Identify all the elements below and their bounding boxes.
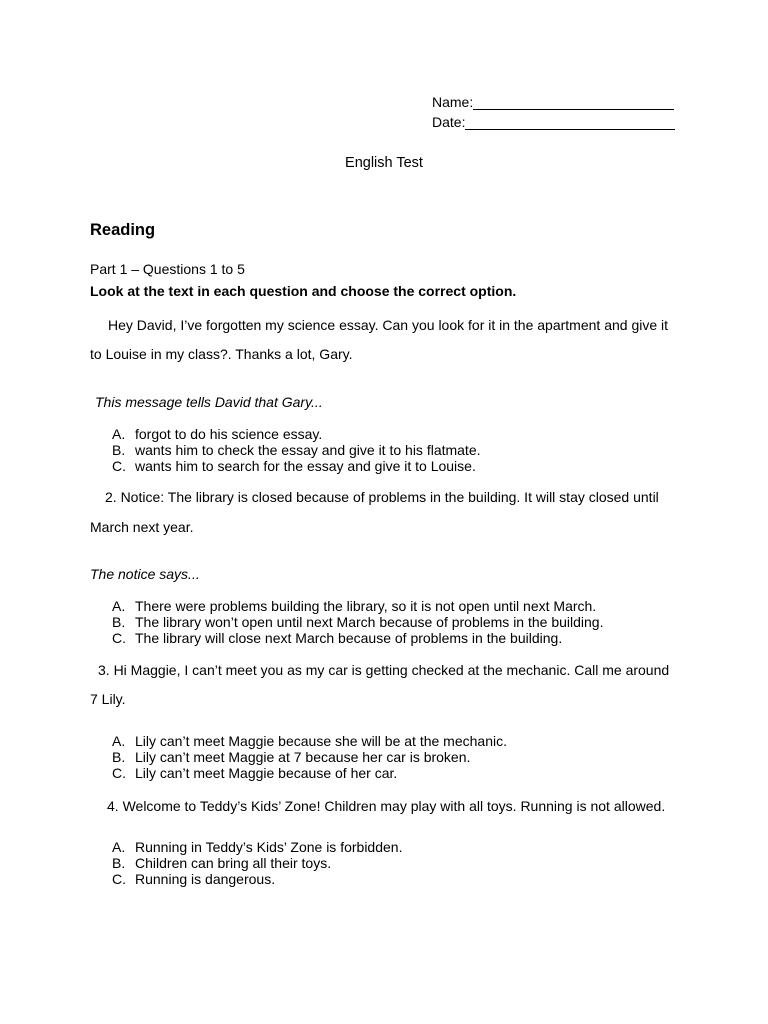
option-letter: A. — [112, 733, 126, 749]
option-letter: C. — [112, 871, 126, 887]
option-text: Running in Teddy’s Kids’ Zone is forbidden. — [135, 839, 403, 855]
option-letter: B. — [112, 855, 126, 871]
option-list — [112, 598, 603, 646]
option-letter: A. — [112, 426, 126, 442]
option-a[interactable] — [112, 839, 402, 855]
name-blank[interactable] — [473, 97, 674, 110]
name-label: Name: — [432, 94, 474, 110]
question-prompt: This message tells David that Gary... — [95, 394, 323, 410]
question-prompt: The notice says... — [90, 566, 200, 582]
date-field[interactable] — [432, 114, 675, 130]
option-c[interactable] — [112, 630, 603, 646]
question-text-line: 7 Lily. — [90, 691, 126, 707]
section-heading: Reading — [90, 221, 156, 239]
part-instruction: Look at the text in each question and choose the correct option. — [90, 283, 517, 299]
option-letter: C. — [112, 630, 126, 646]
option-list — [112, 733, 507, 781]
option-text: Lily can’t meet Maggie because she will be at the mechanic. — [135, 733, 507, 749]
option-c[interactable] — [112, 765, 507, 781]
option-letter: B. — [112, 614, 126, 630]
option-b[interactable] — [112, 855, 402, 871]
option-c[interactable] — [112, 871, 402, 887]
question-text-line: 4. Welcome to Teddy’s Kids’ Zone! Children may play with all toys. Running is not allowed. — [107, 798, 666, 814]
option-text: wants him to search for the essay and give it to Louise. — [135, 458, 476, 474]
option-a[interactable] — [112, 426, 481, 442]
option-text: The library will close next March because of problems in the building. — [135, 630, 563, 646]
option-text: wants him to check the essay and give it to his flatmate. — [135, 442, 481, 458]
option-list — [112, 839, 402, 887]
option-text: There were problems building the library, so it is not open until next March. — [135, 598, 597, 614]
option-c[interactable] — [112, 458, 481, 474]
option-list — [112, 426, 481, 474]
option-text: Children can bring all their toys. — [135, 855, 332, 871]
question-text-line: March next year. — [90, 519, 194, 535]
question-text-line: Hey David, I’ve forgotten my science essay. Can you look for it in the apartment and give it — [108, 317, 669, 333]
question-text-line: to Louise in my class?. Thanks a lot, Gary. — [90, 346, 353, 362]
option-letter: A. — [112, 839, 126, 855]
date-blank[interactable] — [465, 117, 675, 130]
option-letter: C. — [112, 458, 126, 474]
option-b[interactable] — [112, 442, 481, 458]
option-letter: A. — [112, 598, 126, 614]
option-letter: C. — [112, 765, 126, 781]
part-label: Part 1 – Questions 1 to 5 — [90, 261, 245, 277]
name-field[interactable] — [432, 94, 674, 110]
question-text-line: 3. Hi Maggie, I can’t meet you as my car is getting checked at the mechanic. Call me around — [98, 662, 670, 678]
question-text-line: 2. Notice: The library is closed because of problems in the building. It will stay closed until — [105, 489, 659, 505]
option-a[interactable] — [112, 733, 507, 749]
option-letter: B. — [112, 442, 126, 458]
option-text: forgot to do his science essay. — [135, 426, 323, 442]
option-text: The library won’t open until next March because of problems in the building. — [135, 614, 604, 630]
date-label: Date: — [432, 114, 466, 130]
option-a[interactable] — [112, 598, 603, 614]
option-letter: B. — [112, 749, 126, 765]
option-text: Lily can’t meet Maggie at 7 because her car is broken. — [135, 749, 471, 765]
option-b[interactable] — [112, 614, 603, 630]
option-b[interactable] — [112, 749, 507, 765]
option-text: Running is dangerous. — [135, 871, 276, 887]
option-text: Lily can’t meet Maggie because of her car. — [135, 765, 398, 781]
page-title: English Test — [345, 155, 423, 171]
